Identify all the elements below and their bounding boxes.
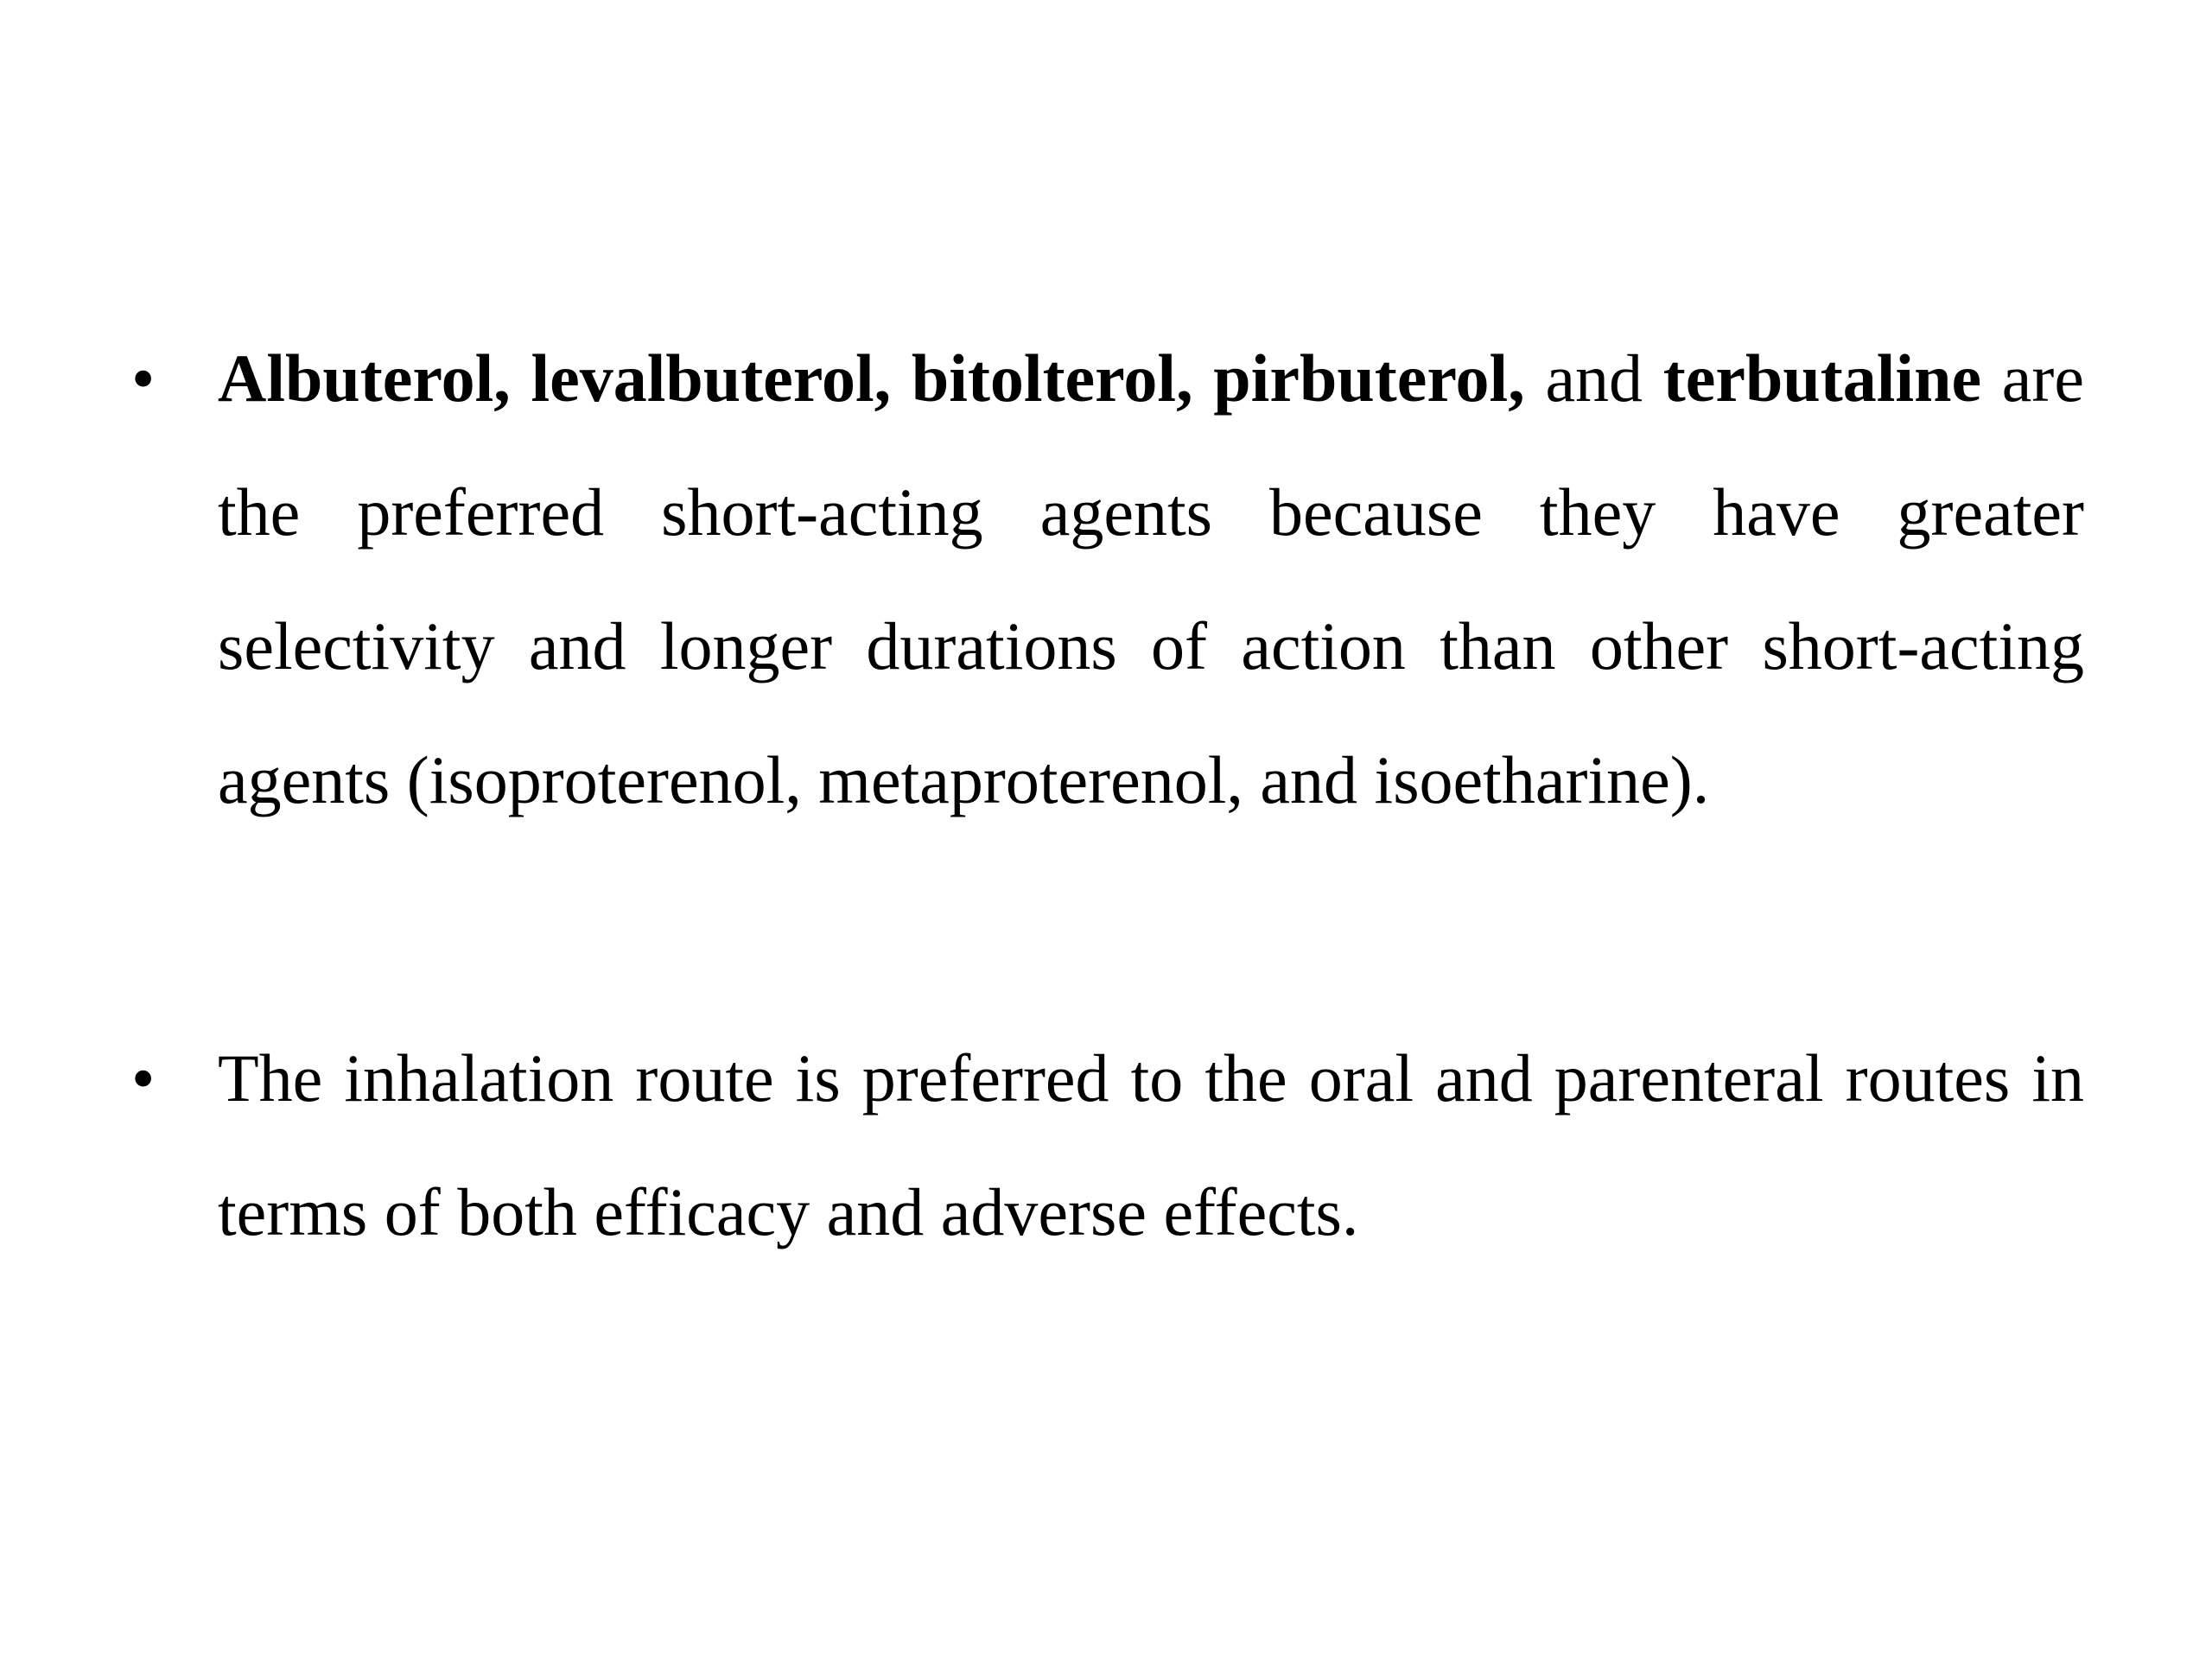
drug-term-bitolterol: bitolterol,: [911, 340, 1193, 416]
drug-term-levalbuterol: levalbuterol,: [531, 340, 892, 416]
bullet-item-beta-agonists: [131, 311, 2084, 847]
bullet-icon: •: [131, 340, 156, 416]
bullet-text: are the preferred short-acting agents because they have greater selectivity and longer durations of action than other short-acting agents (isoproterenol, metaproterenol, and isoetharine).: [218, 340, 2085, 817]
bullet-icon: •: [131, 1040, 156, 1116]
bullet-text: The inhalation route is preferred to the oral and parenteral routes in terms of both efficacy and adverse effects.: [218, 1040, 2084, 1249]
drug-term-albuterol: Albuterol,: [218, 340, 511, 416]
drug-term-pirbuterol: pirbuterol,: [1213, 340, 1525, 416]
connector-word: and: [1545, 340, 1643, 416]
bullet-list: [131, 311, 2084, 1279]
bullet-item-inhalation-route: [131, 1011, 2084, 1279]
drug-term-terbutaline: terbutaline: [1662, 340, 1982, 416]
